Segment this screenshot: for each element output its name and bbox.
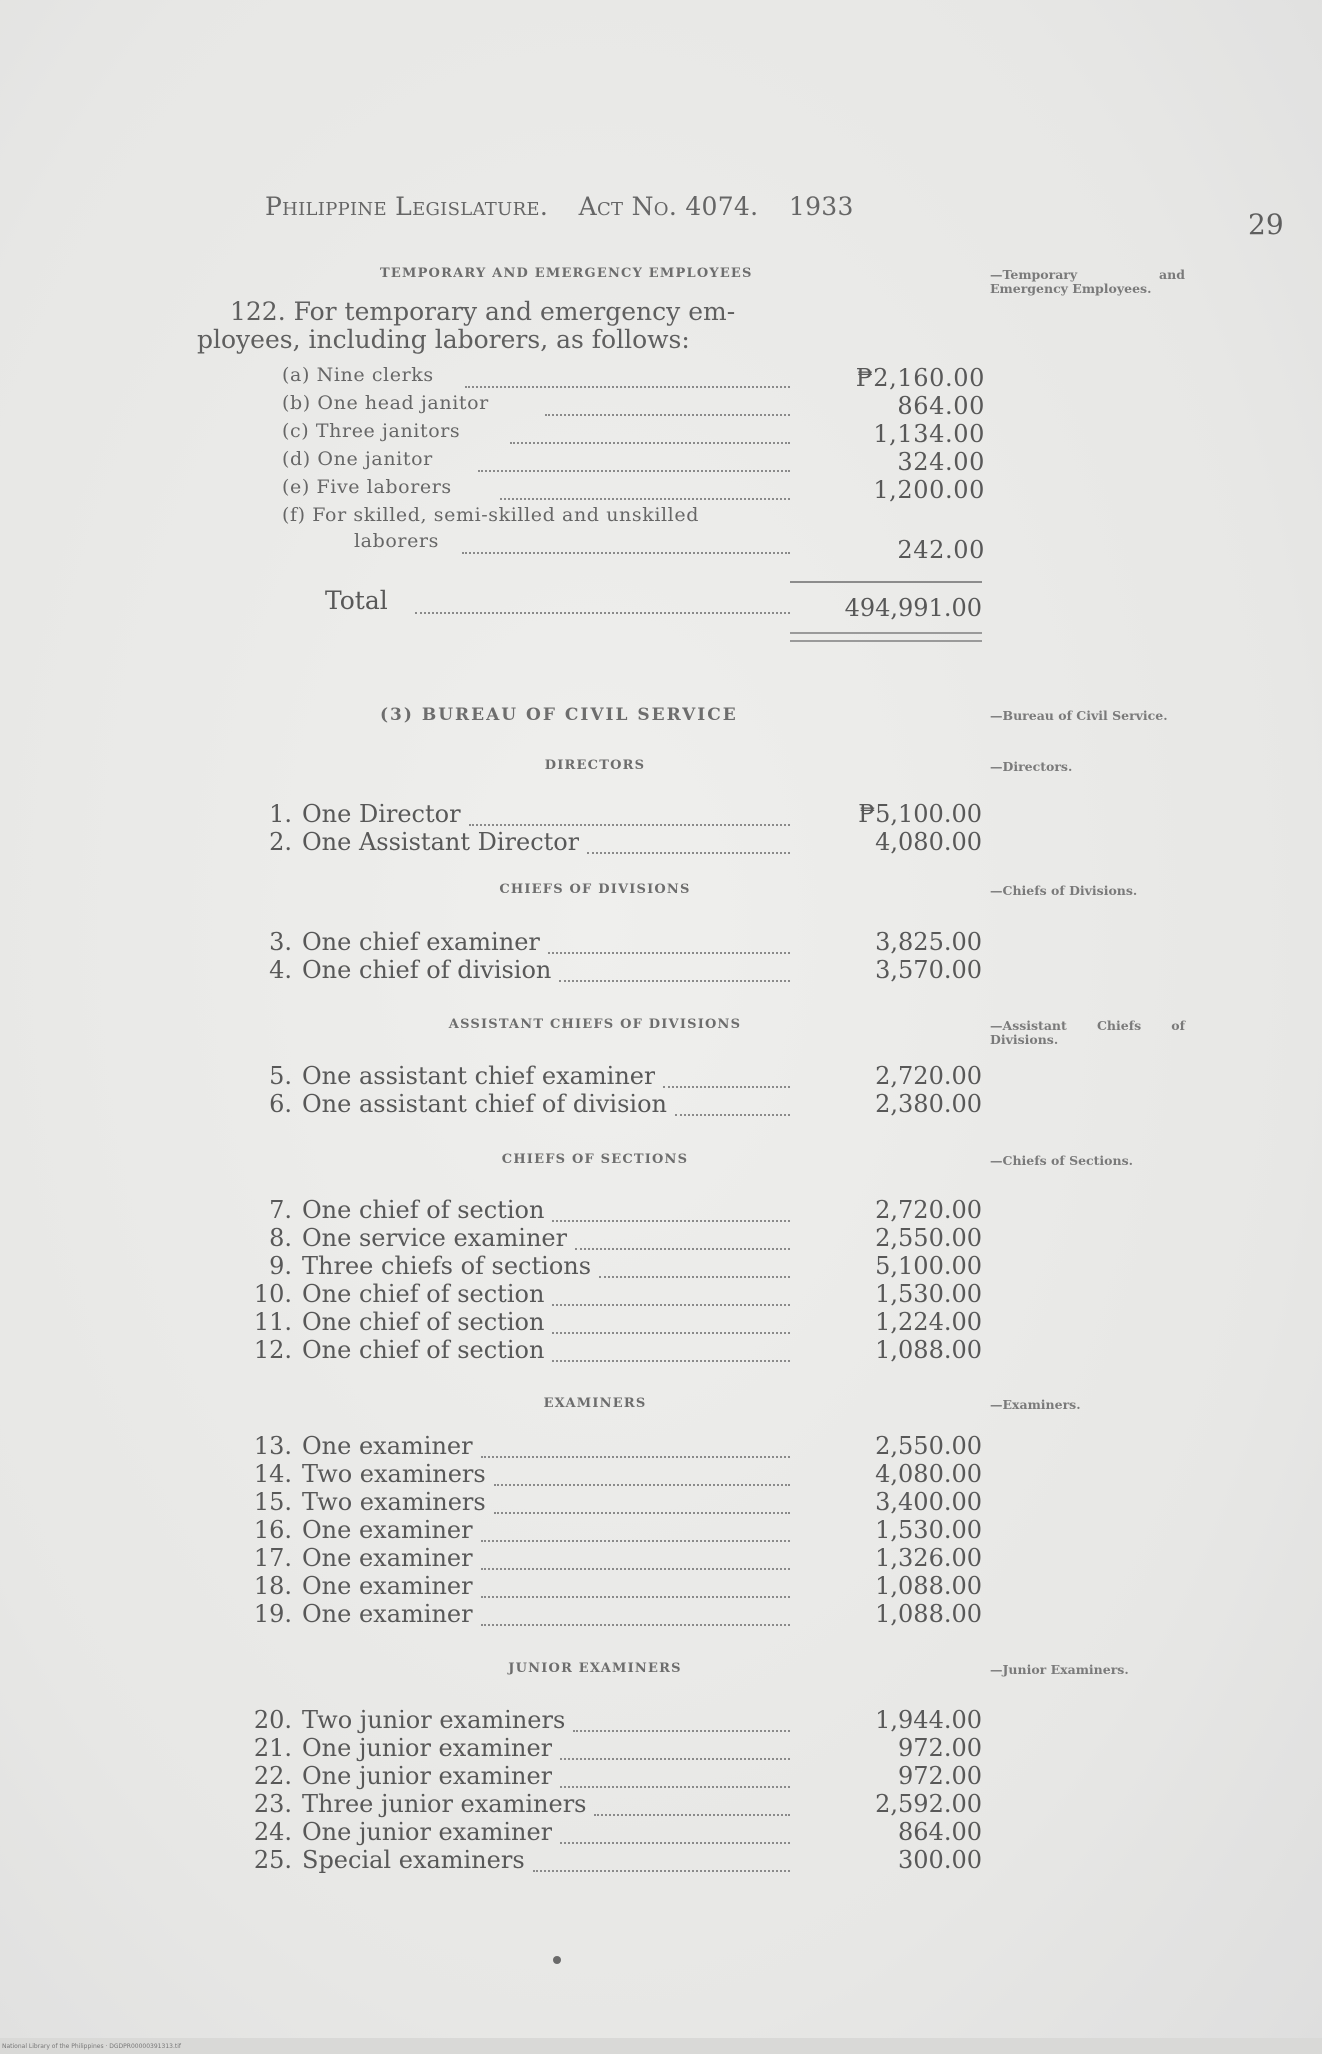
margin-note-temporary: —Temporary and Emergency Employees. xyxy=(990,267,1185,296)
leader-dots xyxy=(481,1568,790,1570)
temporary-item-label: (e) Five laborers xyxy=(282,476,452,498)
line-item-amount: 2,550.00 xyxy=(875,1224,982,1252)
line-item-number: 14. xyxy=(253,1460,292,1488)
leader-dots xyxy=(469,824,790,826)
leader-dots xyxy=(533,1870,790,1872)
leader-dots xyxy=(552,1332,790,1334)
temporary-item-label: (d) One janitor xyxy=(282,448,433,470)
line-item-amount: ₱5,100.00 xyxy=(858,800,982,828)
line-item-amount: 4,080.00 xyxy=(875,1460,982,1488)
leader-dots xyxy=(552,1220,790,1222)
temporary-item-label-line2: laborers xyxy=(354,530,439,552)
line-item-label: One junior examiner xyxy=(302,1818,553,1846)
line-item-number: 1. xyxy=(269,800,292,828)
section-heading: ASSISTANT CHIEFS OF DIVISIONS xyxy=(448,1017,742,1032)
line-item-number: 2. xyxy=(269,828,292,856)
section-heading: CHIEFS OF DIVISIONS xyxy=(499,882,691,897)
total-amount: 494,991.00 xyxy=(844,594,982,622)
line-item-number: 11. xyxy=(253,1308,292,1336)
line-item-label: One service examiner xyxy=(302,1224,568,1252)
line-item-amount: 1,088.00 xyxy=(875,1572,982,1600)
line-item-amount: 4,080.00 xyxy=(875,828,982,856)
section-heading: EXAMINERS xyxy=(543,1396,647,1411)
line-item-amount: 1,224.00 xyxy=(875,1308,982,1336)
line-item-label: Two junior examiners xyxy=(302,1706,566,1734)
line-item-amount: 972.00 xyxy=(898,1762,982,1790)
line-item-amount: 3,825.00 xyxy=(875,928,982,956)
line-item-number: 13. xyxy=(253,1432,292,1460)
leader-dots xyxy=(415,612,790,614)
line-item-label: One examiner xyxy=(302,1432,473,1460)
temporary-item-label: (b) One head janitor xyxy=(282,392,489,414)
line-item-number: 25. xyxy=(253,1846,292,1874)
line-item-label: One junior examiner xyxy=(302,1734,553,1762)
running-head xyxy=(265,192,854,221)
margin-note: —Junior Examiners. xyxy=(990,1662,1129,1677)
line-item-label: One examiner xyxy=(302,1572,473,1600)
line-item-label: One examiner xyxy=(302,1516,473,1544)
temporary-item-amount: 1,200.00 xyxy=(873,476,985,504)
leader-dots xyxy=(548,952,790,954)
line-item-number: 22. xyxy=(253,1762,292,1790)
leader-dots xyxy=(545,414,790,416)
line-item-number: 10. xyxy=(253,1280,292,1308)
line-item-number: 9. xyxy=(269,1252,292,1280)
leader-dots xyxy=(481,1596,790,1598)
running-head-legislature: Philippine Legislature. xyxy=(265,192,549,221)
line-item-label: Two examiners xyxy=(302,1488,486,1516)
line-item-amount: 5,100.00 xyxy=(875,1252,982,1280)
line-item-label: One assistant chief examiner xyxy=(302,1062,656,1090)
leader-dots xyxy=(494,1484,790,1486)
line-item-amount: 3,570.00 xyxy=(875,956,982,984)
line-item-label: Three junior examiners xyxy=(302,1790,587,1818)
line-item-amount: 2,720.00 xyxy=(875,1196,982,1224)
line-item-number: 15. xyxy=(253,1488,292,1516)
line-item-amount: 864.00 xyxy=(898,1818,982,1846)
line-item-number: 8. xyxy=(269,1224,292,1252)
leader-dots xyxy=(573,1730,790,1732)
total-double-rule xyxy=(790,632,982,642)
temporary-item-label-line1: (f) For skilled, semi-skilled and unskilled xyxy=(282,504,699,526)
margin-note: —Assistant Chiefs of Divisions. xyxy=(990,1018,1185,1047)
leader-dots xyxy=(663,1086,790,1088)
line-item-amount: 300.00 xyxy=(898,1846,982,1874)
running-head-act: Act No. 4074. xyxy=(578,192,759,221)
leader-dots xyxy=(478,470,790,472)
line-item-label: One chief of section xyxy=(302,1308,545,1336)
line-item-label: One chief of section xyxy=(302,1280,545,1308)
line-item-number: 24. xyxy=(253,1818,292,1846)
temporary-item-amount: 324.00 xyxy=(897,448,985,476)
line-item-amount: 1,326.00 xyxy=(875,1544,982,1572)
section-heading: DIRECTORS xyxy=(544,758,646,773)
leader-dots xyxy=(559,980,790,982)
temporary-item-amount: 864.00 xyxy=(897,392,985,420)
line-item-label: One chief of section xyxy=(302,1336,545,1364)
line-item-label: One chief of division xyxy=(302,956,552,984)
line-item-number: 16. xyxy=(253,1516,292,1544)
line-item-number: 5. xyxy=(269,1062,292,1090)
line-item-amount: 3,400.00 xyxy=(875,1488,982,1516)
margin-note: —Directors. xyxy=(990,759,1073,774)
line-item-label: Two examiners xyxy=(302,1460,486,1488)
section-heading: JUNIOR EXAMINERS xyxy=(508,1661,682,1676)
leader-dots xyxy=(465,386,790,388)
leader-dots xyxy=(594,1814,790,1816)
line-item-amount: 1,088.00 xyxy=(875,1600,982,1628)
leader-dots xyxy=(552,1304,790,1306)
leader-dots xyxy=(481,1540,790,1542)
margin-note: —Chiefs of Sections. xyxy=(990,1153,1133,1168)
margin-note: —Examiners. xyxy=(990,1397,1081,1412)
margin-note: —Chiefs of Divisions. xyxy=(990,883,1138,898)
leader-dots xyxy=(599,1276,790,1278)
leader-dots xyxy=(552,1360,790,1362)
line-item-amount: 1,530.00 xyxy=(875,1516,982,1544)
temporary-item-label: (c) Three janitors xyxy=(282,420,461,442)
leader-dots xyxy=(500,498,790,500)
temporary-item-amount: 242.00 xyxy=(897,536,985,564)
paragraph-122-line1: 122. For temporary and emergency em- xyxy=(230,297,736,326)
line-item-number: 23. xyxy=(253,1790,292,1818)
leader-dots xyxy=(481,1456,790,1458)
section-heading-temporary: TEMPORARY AND EMERGENCY EMPLOYEES xyxy=(380,266,753,281)
leader-dots xyxy=(675,1114,790,1116)
line-item-label: One chief of section xyxy=(302,1196,545,1224)
page-number: 29 xyxy=(1248,208,1284,241)
line-item-label: Special examiners xyxy=(302,1846,525,1874)
leader-dots xyxy=(560,1786,790,1788)
margin-note-bureau: —Bureau of Civil Service. xyxy=(990,708,1168,723)
line-item-number: 18. xyxy=(253,1572,292,1600)
total-label: Total xyxy=(325,586,388,615)
line-item-label: One junior examiner xyxy=(302,1762,553,1790)
line-item-number: 3. xyxy=(269,928,292,956)
line-item-amount: 1,944.00 xyxy=(875,1706,982,1734)
line-item-amount: 2,550.00 xyxy=(875,1432,982,1460)
temporary-item-label: (a) Nine clerks xyxy=(282,364,434,386)
temporary-item-amount: 1,134.00 xyxy=(873,420,985,448)
line-item-number: 6. xyxy=(269,1090,292,1118)
line-item-label: One Assistant Director xyxy=(302,828,580,856)
bureau-heading: (3) BUREAU OF CIVIL SERVICE xyxy=(380,705,738,725)
line-item-label: One examiner xyxy=(302,1544,473,1572)
line-item-amount: 1,088.00 xyxy=(875,1336,982,1364)
scan-footer-strip xyxy=(0,2038,1322,2054)
line-item-number: 7. xyxy=(269,1196,292,1224)
leader-dots xyxy=(575,1248,790,1250)
line-item-number: 19. xyxy=(253,1600,292,1628)
line-item-number: 12. xyxy=(253,1336,292,1364)
line-item-number: 21. xyxy=(253,1734,292,1762)
line-item-amount: 2,720.00 xyxy=(875,1062,982,1090)
line-item-label: Three chiefs of sections xyxy=(302,1252,592,1280)
line-item-label: One assistant chief of division xyxy=(302,1090,668,1118)
line-item-amount: 1,530.00 xyxy=(875,1280,982,1308)
line-item-number: 17. xyxy=(253,1544,292,1572)
subtotal-rule xyxy=(790,581,982,583)
leader-dots xyxy=(560,1758,790,1760)
leader-dots xyxy=(510,442,790,444)
running-head-year: 1933 xyxy=(788,192,854,221)
leader-dots xyxy=(560,1842,790,1844)
scan-source-text: National Library of the Philippines · DGDPR00000391313.tif xyxy=(2,2043,181,2050)
line-item-amount: 2,592.00 xyxy=(875,1790,982,1818)
leader-dots xyxy=(494,1512,790,1514)
paragraph-122 xyxy=(197,297,792,354)
line-item-label: One examiner xyxy=(302,1600,473,1628)
leader-dots xyxy=(462,552,790,554)
leader-dots xyxy=(587,852,790,854)
temporary-item-amount: ₱2,160.00 xyxy=(855,364,985,392)
line-item-number: 4. xyxy=(269,956,292,984)
line-item-label: One Director xyxy=(302,800,461,828)
line-item-label: One chief examiner xyxy=(302,928,540,956)
line-item-number: 20. xyxy=(253,1706,292,1734)
leader-dots xyxy=(481,1624,790,1626)
paragraph-122-line2: ployees, including laborers, as follows: xyxy=(197,325,690,354)
section-heading: CHIEFS OF SECTIONS xyxy=(501,1152,689,1167)
line-item-amount: 2,380.00 xyxy=(875,1090,982,1118)
line-item-amount: 972.00 xyxy=(898,1734,982,1762)
page-ornament-dot xyxy=(553,1956,561,1964)
